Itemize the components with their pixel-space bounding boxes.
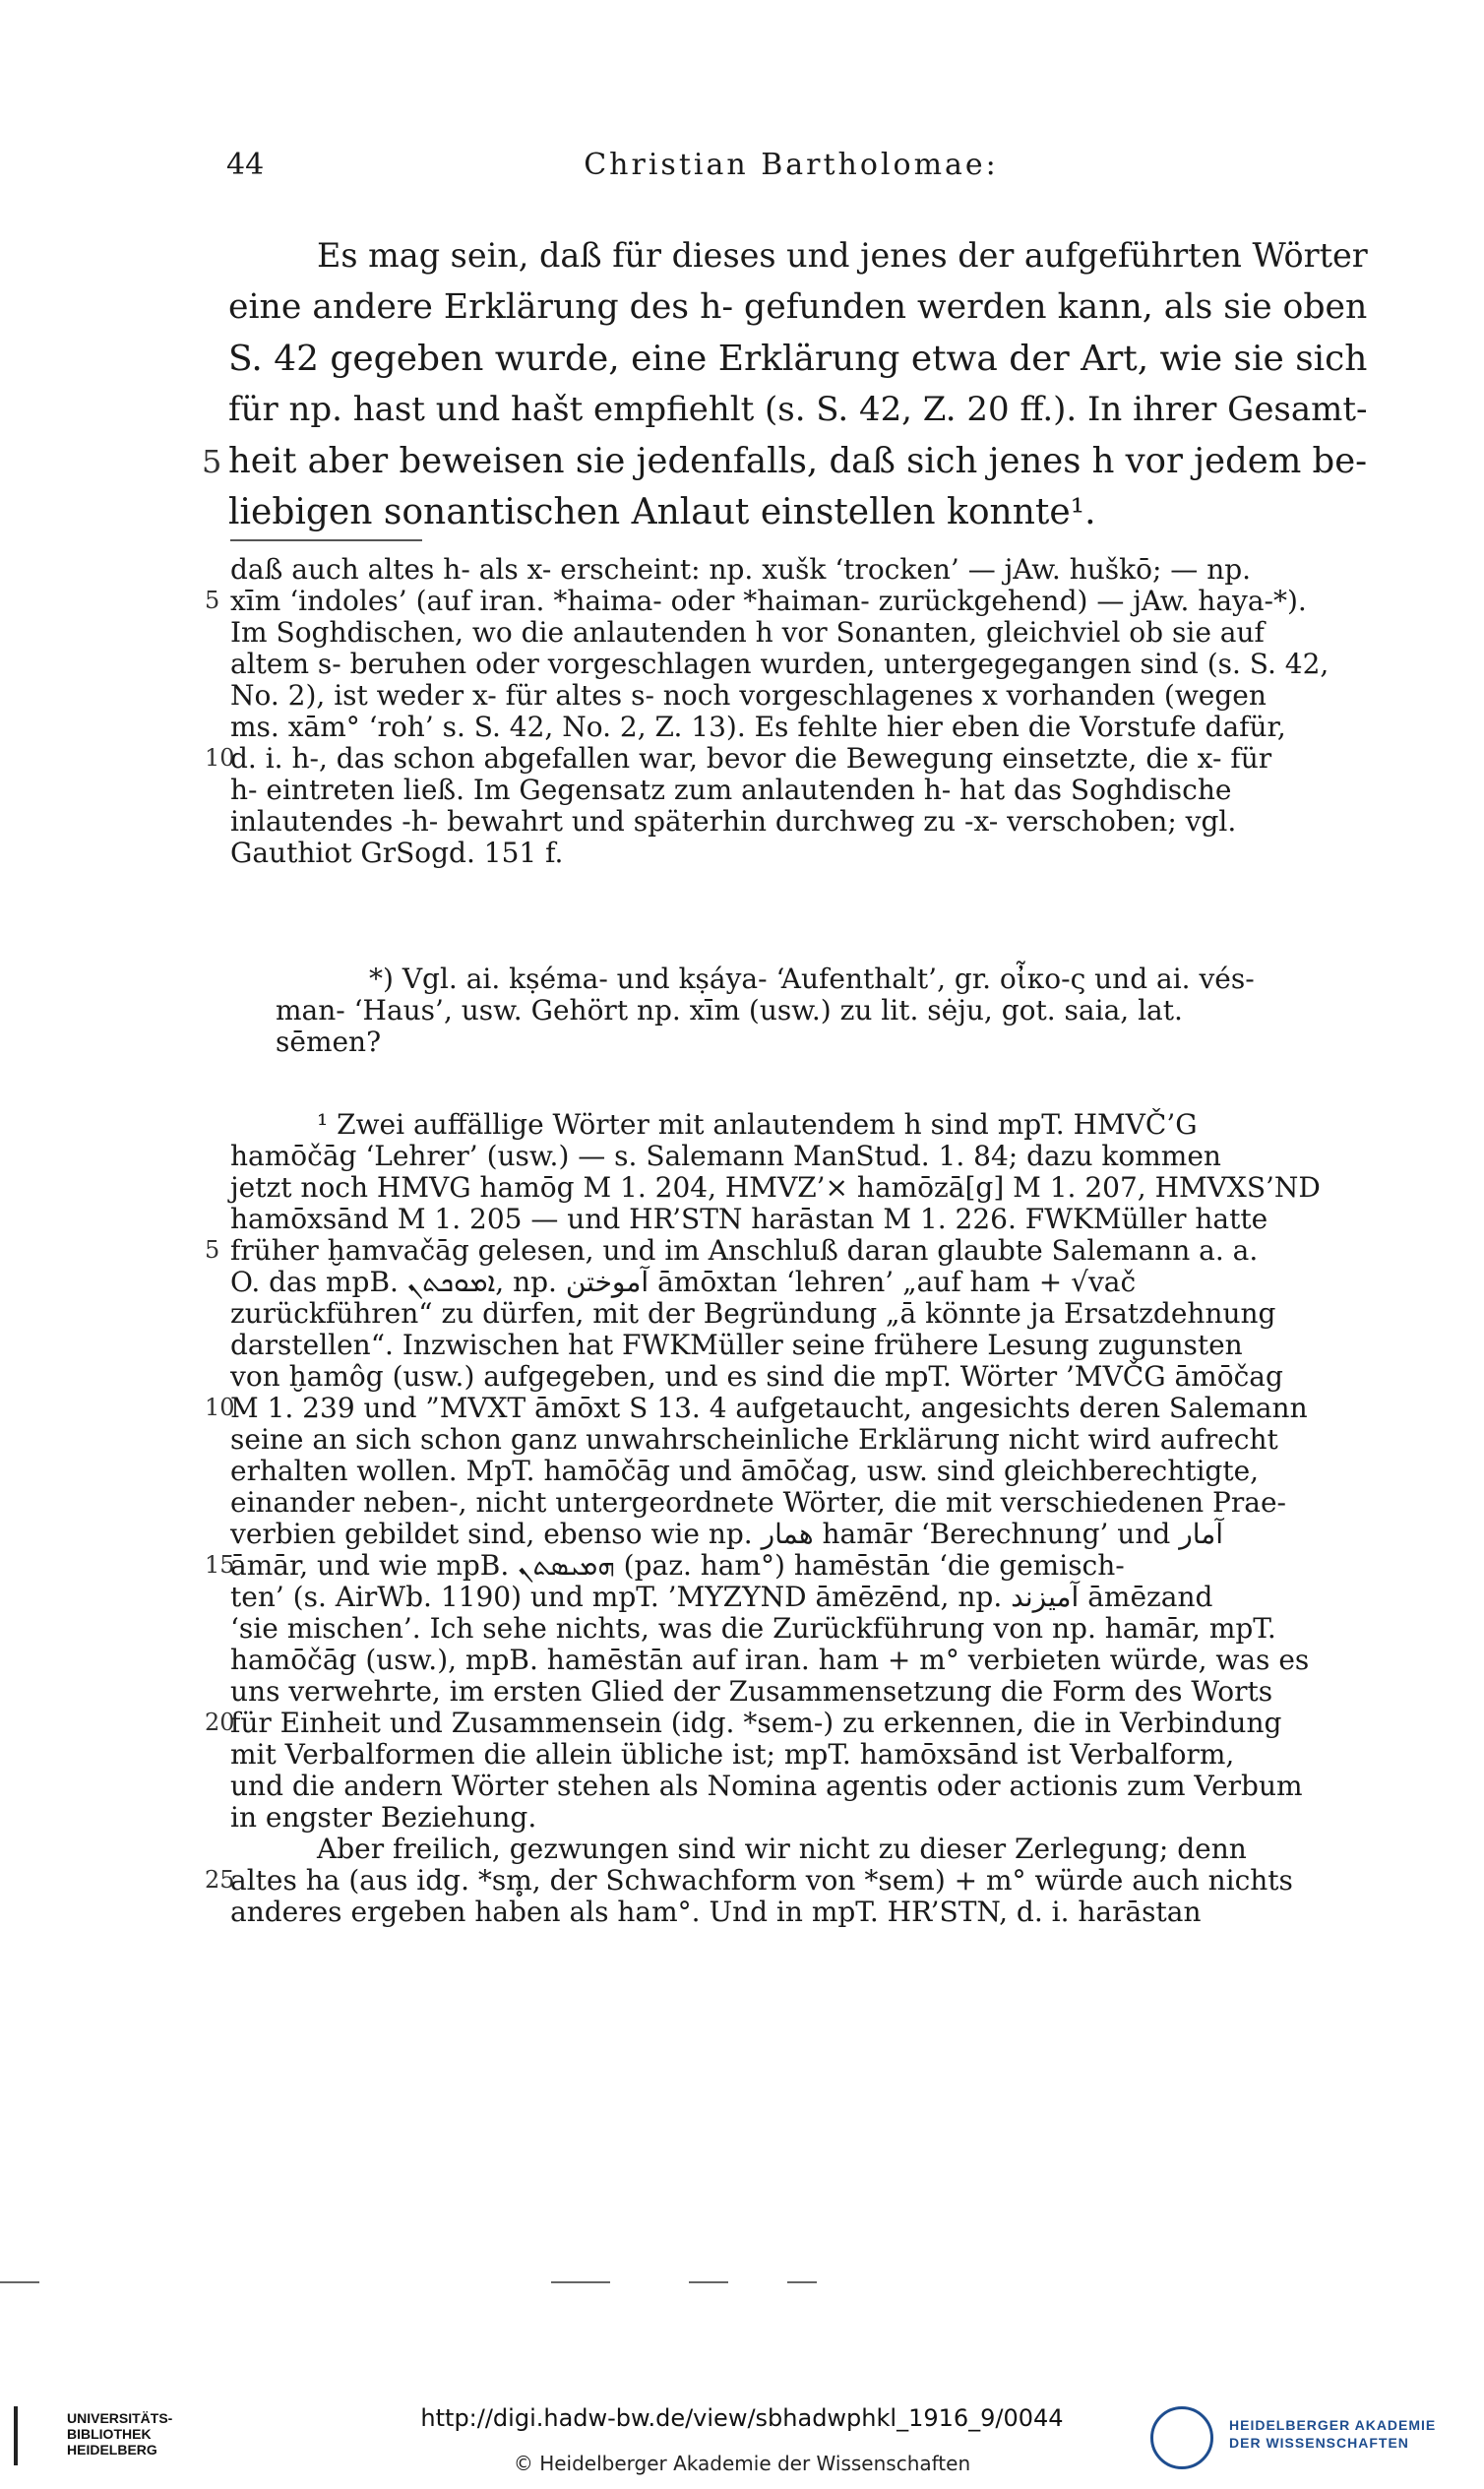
text-line: heit aber beweisen sie jedenfalls, daß sich jenes h vor jedem be- bbox=[228, 441, 1368, 481]
footer-center bbox=[295, 2404, 1189, 2475]
text-line: āmār, und wie mpB. ܗܡܝܣܬܢ (paz. ham°) hamēstān ‘die gemisch- bbox=[230, 1549, 1125, 1582]
text-line: Es mag sein, daß für dieses und jenes der aufgeführten Wörter bbox=[317, 236, 1368, 275]
line-number: 5 bbox=[205, 587, 220, 614]
library-emblem-icon bbox=[14, 2406, 57, 2465]
library-line: BIBLIOTHEK bbox=[67, 2426, 152, 2442]
text-line: altes ha (aus idg. *sm̥, der Schwachform von *sem) + m° würde auch nichts bbox=[230, 1864, 1293, 1897]
text-line: zurückführen“ zu dürfen, mit der Begründung „ā könnte ja Ersatzdehnung bbox=[230, 1297, 1276, 1330]
text-line: ms. xām° ‘roh’ s. S. 42, No. 2, Z. 13). Es fehlte hier eben die Vorstufe dafür, bbox=[230, 711, 1286, 743]
line-number: 5 bbox=[205, 1236, 220, 1264]
text-line: für Einheit und Zusammensein (idg. *sem-) zu erkennen, die in Verbindung bbox=[230, 1707, 1282, 1739]
text-line: anderes ergeben haben als ham°. Und in mpT. HR’STN, d. i. harāstan bbox=[230, 1896, 1202, 1928]
text-line: man- ‘Haus’, usw. Gehört np. xīm (usw.) zu lit. sėju, got. saia, lat. bbox=[276, 994, 1183, 1027]
scan-artifact bbox=[689, 2281, 728, 2283]
text-line: jetzt noch HMVG hamōg M 1. 204, HMVZ’× hamōzā[g] M 1. 207, HMVXS’ND bbox=[230, 1171, 1321, 1204]
text-line: Im Soghdischen, wo die anlautenden h vor Sonanten, gleichviel ob sie auf bbox=[230, 616, 1265, 649]
text-line: mit Verbalformen die allein übliche ist; mpT. hamōxsānd ist Verbalform, bbox=[230, 1738, 1235, 1771]
academy-line: DER WISSENSCHAFTEN bbox=[1229, 2435, 1409, 2451]
text-line: O. das mpB. ܐܡܘܟܬܢ, np. آموختن āmōxtan ‘lehren’ „auf ham + √vač bbox=[230, 1266, 1137, 1298]
text-line: h- eintreten ließ. Im Gegensatz zum anlautenden h- hat das Soghdische bbox=[230, 774, 1232, 806]
text-line: eine andere Erklärung des h- gefunden werden kann, als sie oben bbox=[228, 287, 1368, 327]
scan-artifact bbox=[0, 2281, 39, 2283]
text-line: hamōčāg ‘Lehrer’ (usw.) — s. Salemann ManStud. 1. 84; dazu kommen bbox=[230, 1140, 1221, 1172]
text-line: ‘sie mischen’. Ich sehe nichts, was die Zurückführung von np. hamār, mpT. bbox=[230, 1612, 1276, 1645]
library-line: UNIVERSITÄTS- bbox=[67, 2410, 173, 2426]
text-line: in engster Beziehung. bbox=[230, 1801, 537, 1834]
running-title: Christian Bartholomae: bbox=[584, 148, 999, 182]
text-line: Aber freilich, gezwungen sind wir nicht zu dieser Zerlegung; denn bbox=[317, 1833, 1247, 1865]
footnote-rule bbox=[230, 539, 422, 541]
line-number: 20 bbox=[205, 1709, 235, 1736]
text-line: darstellen“. Inzwischen hat FWKMüller seine frühere Lesung zugunsten bbox=[230, 1329, 1243, 1361]
text-line: und die andern Wörter stehen als Nomina agentis oder actionis zum Verbum bbox=[230, 1770, 1303, 1802]
line-number: 10 bbox=[205, 744, 235, 772]
line-number: 25 bbox=[205, 1866, 235, 1894]
text-line: ten’ (s. AirWb. 1190) und mpT. ’MYZYND āmēzēnd, np. آمیزند āmēzand bbox=[230, 1581, 1213, 1613]
text-line: S. 42 gegeben wurde, eine Erklärung etwa der Art, wie sie sich bbox=[228, 339, 1368, 379]
scan-artifact bbox=[787, 2281, 817, 2283]
text-line: früher ḫamvačāg gelesen, und im Anschluß daran glaubte Salemann a. a. bbox=[230, 1234, 1259, 1267]
line-number: 10 bbox=[205, 1394, 235, 1421]
text-line: ¹ Zwei auffällige Wörter mit anlautendem h sind mpT. HMVČ’G bbox=[317, 1108, 1198, 1141]
academy-seal-icon bbox=[1150, 2406, 1213, 2469]
line-number: 15 bbox=[205, 1551, 235, 1579]
text-line: altem s- beruhen oder vorgeschlagen wurden, untergegegangen sind (s. S. 42, bbox=[230, 648, 1329, 680]
line-number: 5 bbox=[202, 443, 222, 480]
copyright-notice: © Heidelberger Akademie der Wissenschaften bbox=[513, 2452, 971, 2475]
text-line: daß auch altes h- als x- erscheint: np. xušk ‘trocken’ — jAw. huškō; — np. bbox=[230, 553, 1252, 586]
scan-artifact bbox=[551, 2281, 610, 2283]
text-line: hamōčāg (usw.), mpB. hamēstān auf iran. ham + m° verbieten würde, was es bbox=[230, 1644, 1310, 1676]
text-line: verbien gebildet sind, ebenso wie np. همار hamār ‘Berechnung’ und آمار bbox=[230, 1518, 1224, 1550]
text-line: für np. hast und hašt empfiehlt (s. S. 42, Z. 20 ff.). In ihrer Gesamt- bbox=[228, 390, 1368, 429]
text-line: sēmen? bbox=[276, 1026, 382, 1058]
text-line: Gauthiot GrSogd. 151 f. bbox=[230, 837, 564, 869]
text-line: einander neben-, nicht untergeordnete Wörter, die mit verschiedenen Prae- bbox=[230, 1486, 1286, 1519]
academy-logo bbox=[1150, 2406, 1470, 2475]
text-line: d. i. h-, das schon abgefallen war, bevor die Bewegung einsetzte, die x- für bbox=[230, 742, 1272, 775]
text-line: xīm ‘indoles’ (auf iran. *haima- oder *haiman- zurückgehend) — jAw. haya-*). bbox=[230, 585, 1307, 617]
text-line: inlautendes -h- bewahrt und späterhin durchweg zu -x- verschoben; vgl. bbox=[230, 805, 1237, 838]
page-number: 44 bbox=[226, 148, 265, 182]
footer bbox=[0, 2367, 1484, 2489]
text-line: hamōxsānd M 1. 205 — und HR’STN harāstan M 1. 226. FWKMüller hatte bbox=[230, 1203, 1268, 1235]
text-line: uns verwehrte, im ersten Glied der Zusammensetzung die Form des Worts bbox=[230, 1675, 1273, 1708]
text-line: liebigen sonantischen Anlaut einstellen konnte¹. bbox=[228, 492, 1096, 532]
text-line: seine an sich schon ganz unwahrscheinliche Erklärung nicht wird aufrecht bbox=[230, 1423, 1278, 1456]
text-line: *) Vgl. ai. kṣéma- und kṣáya- ‘Aufenthalt’, gr. οἶκο-ς und ai. vés- bbox=[369, 963, 1255, 995]
text-line: M 1. 239 und ”MVXT āmōxt S 13. 4 aufgetaucht, angesichts deren Salemann bbox=[230, 1392, 1308, 1424]
library-line: HEIDELBERG bbox=[67, 2442, 157, 2458]
running-head bbox=[226, 148, 1356, 191]
text-line: No. 2), ist weder x- für altes s- noch vorgeschlagenes x vorhanden (wegen bbox=[230, 679, 1267, 712]
permalink-url[interactable]: http://digi.hadw-bw.de/view/sbhadwphkl_1916_9/0044 bbox=[420, 2404, 1064, 2432]
academy-line: HEIDELBERGER AKADEMIE bbox=[1229, 2417, 1437, 2433]
text-line: erhalten wollen. MpT. hamōčāg und āmōčag, usw. sind gleichberechtigte, bbox=[230, 1455, 1260, 1487]
text-line: von ḫamôg (usw.) aufgegeben, und es sind die mpT. Wörter ’MVČG āmōčag bbox=[230, 1360, 1283, 1393]
